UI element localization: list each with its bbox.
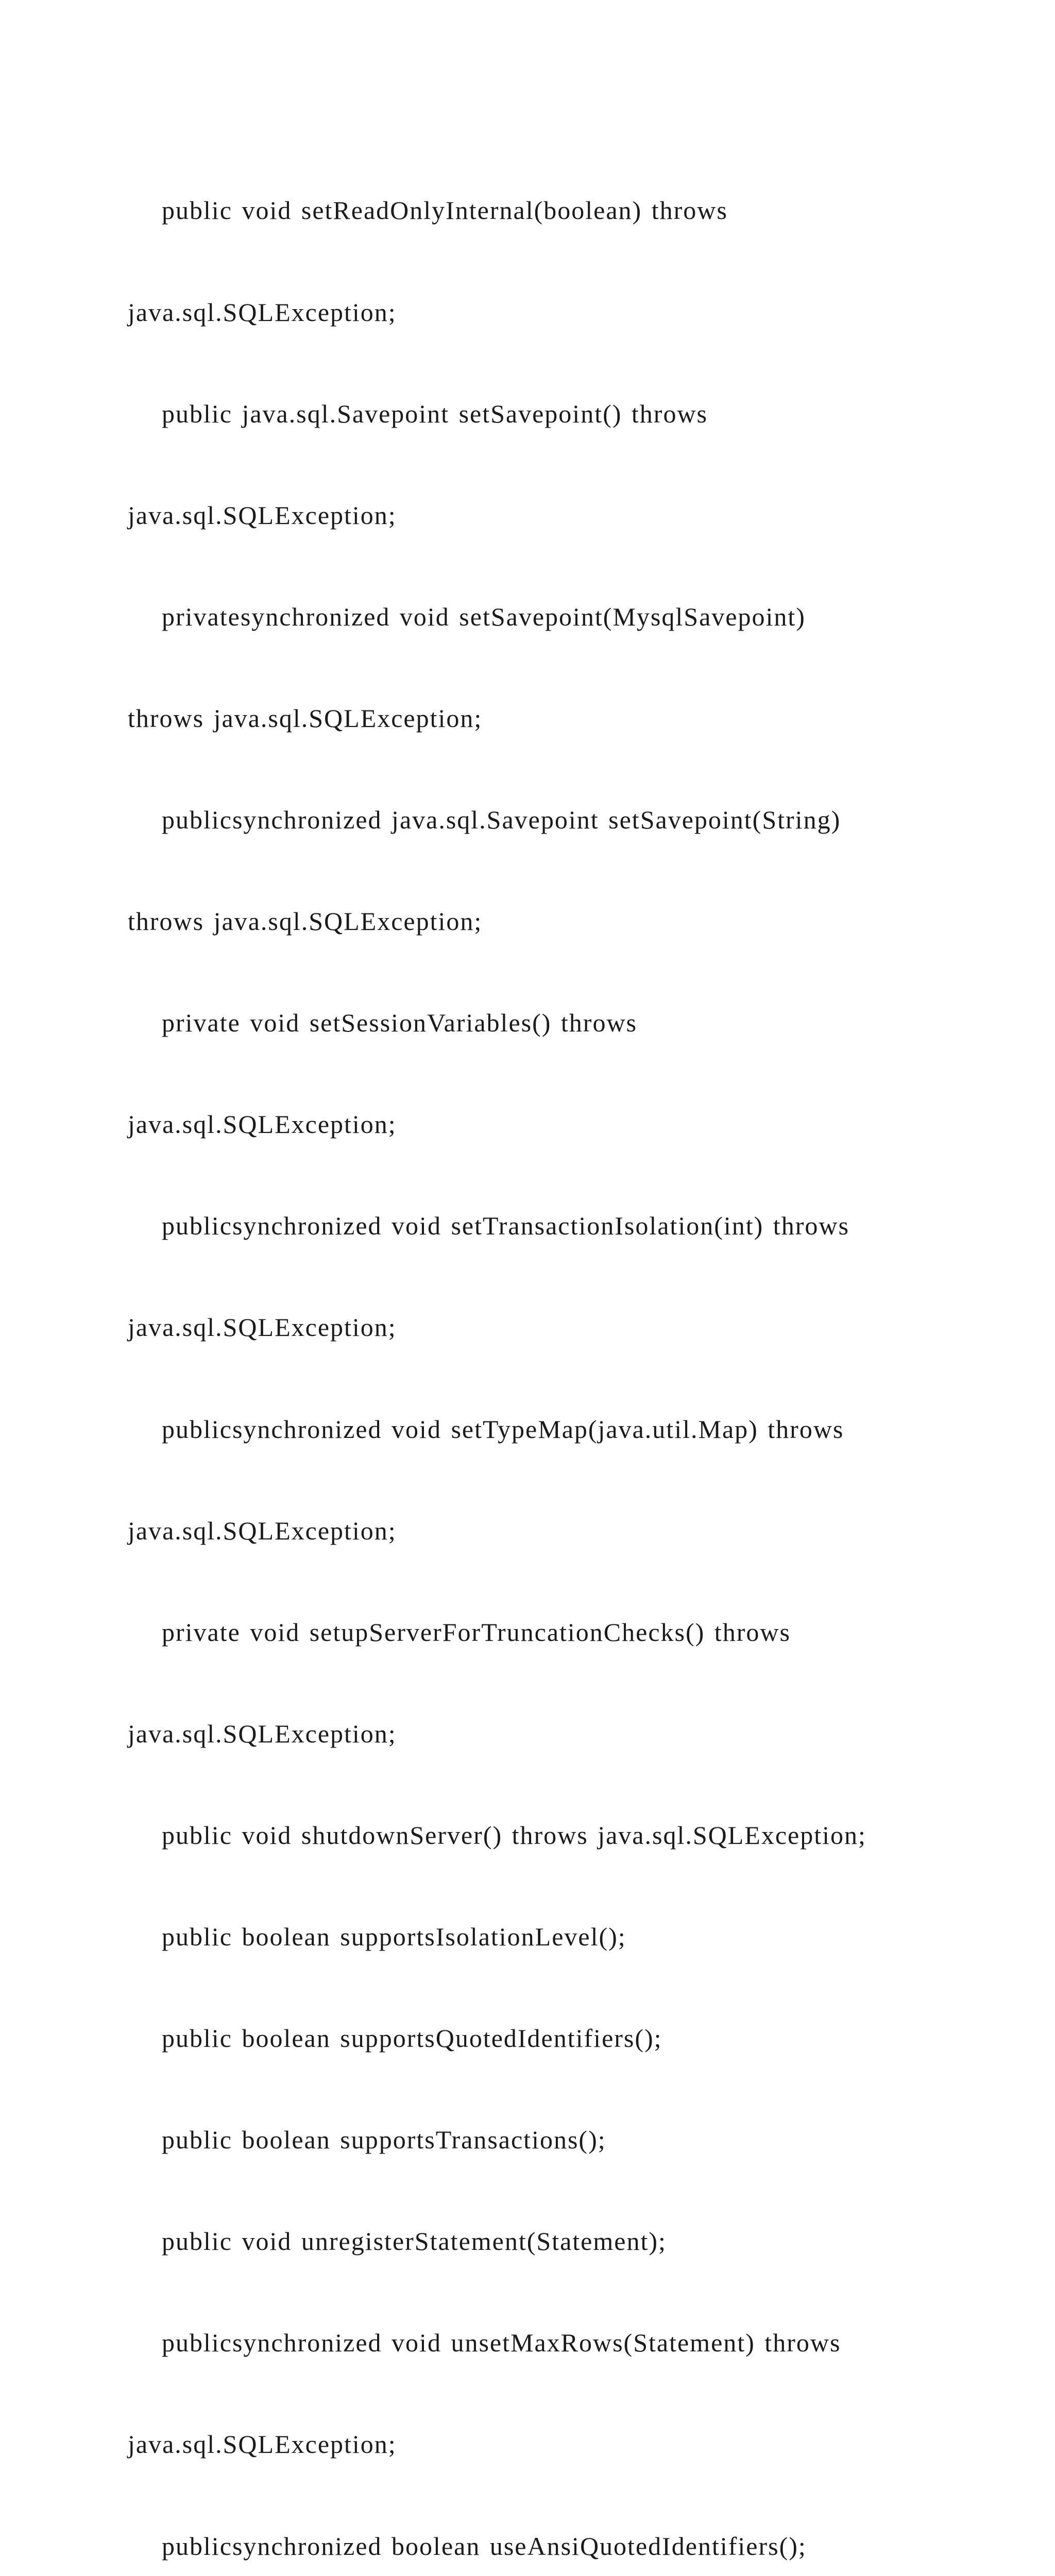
code-line-continuation: java.sql.SQLException; [128, 1110, 397, 1139]
code-line: public boolean supportsIsolationLevel(); [162, 1922, 626, 1951]
code-line-continuation: java.sql.SQLException; [128, 1719, 397, 1748]
code-line: public boolean supportsQuotedIdentifiers(); [162, 2024, 662, 2053]
code-line-continuation: java.sql.SQLException; [128, 500, 397, 530]
code-listing [128, 126, 942, 2576]
code-line: public void unregisterStatement(Statement); [162, 2227, 667, 2256]
code-line-continuation: java.sql.SQLException; [128, 1516, 397, 1545]
code-line: publicsynchronized void setTypeMap(java.util.Map) throws [162, 1414, 844, 1444]
code-line: public java.sql.Savepoint setSavepoint() throws [162, 399, 708, 428]
code-line: public void shutdownServer() throws java.sql.SQLException; [162, 1820, 866, 1850]
code-line-continuation: java.sql.SQLException; [128, 2430, 397, 2459]
code-line: publicsynchronized boolean useAnsiQuotedIdentifiers(); [162, 2531, 807, 2561]
code-line-continuation: throws java.sql.SQLException; [128, 703, 483, 733]
code-line: publicsynchronized void setTransactionIsolation(int) throws [162, 1211, 849, 1241]
code-line: private void setupServerForTruncationChecks() throws [162, 1617, 791, 1647]
code-line-continuation: java.sql.SQLException; [128, 1313, 397, 1342]
code-line: public void setReadOnlyInternal(boolean) throws [162, 196, 728, 225]
code-line: private void setSessionVariables() throws [162, 1008, 638, 1038]
code-line: privatesynchronized void setSavepoint(MysqlSavepoint) [162, 602, 806, 631]
code-line: public boolean supportsTransactions(); [162, 2125, 606, 2155]
code-line-continuation: java.sql.SQLException; [128, 297, 397, 327]
code-line-continuation: throws java.sql.SQLException; [128, 907, 483, 936]
code-line: publicsynchronized void unsetMaxRows(Statement) throws [162, 2328, 841, 2358]
code-line: publicsynchronized java.sql.Savepoint setSavepoint(String) [162, 805, 841, 834]
